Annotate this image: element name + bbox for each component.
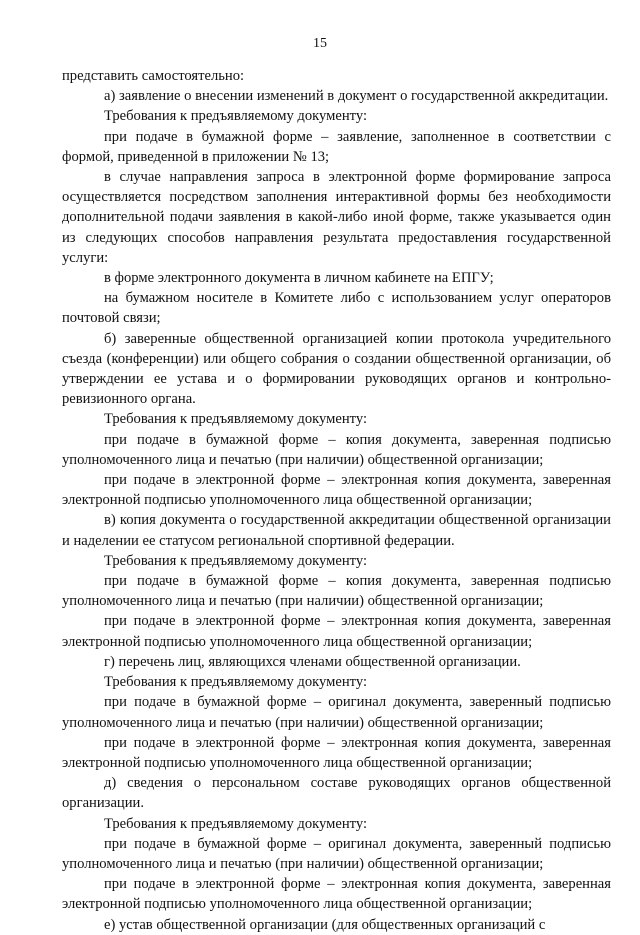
paragraph-paper-form: при подаче в бумажной форме – копия документа, заверенная подписью уполномоченного лица и печатью (при наличии) общественной организации; [62,573,611,610]
paragraph-electronic-form: при подаче в электронной форме – электронная копия документа, заверенная электронной подписью уполномоченного лица общественной организации; [62,613,611,650]
paragraph-electronic-form: при подаче в электронной форме – электронная копия документа, заверенная электронной подписью уполномоченного лица общественной организации; [62,472,611,509]
paragraph-requirements-heading: Требования к предъявляемому документу: [104,411,368,428]
paragraph-item-a: а) заявление о внесении изменений в документ о государственной аккредитации. [104,88,609,105]
paragraph-electronic-form: при подаче в электронной форме – электронная копия документа, заверенная электронной подписью уполномоченного лица общественной организации; [62,876,611,913]
paragraph-item-e: е) устав общественной организации (для общественных организаций с [104,916,546,933]
paragraph-paper-form: при подаче в бумажной форме – оригинал документа, заверенный подписью уполномоченного лица и печатью (при наличии) общественной организации; [62,694,611,731]
page-number: 15 [313,36,327,51]
paragraph-intro: представить самостоятельно: [62,68,245,84]
paragraph-epgu-option: в форме электронного документа в личном кабинете на ЕПГУ; [104,270,494,287]
paragraph-paper-form: при подаче в бумажной форме – заявление, заполненное в соответствии с формой, приведенной в приложении № 13; [62,128,611,165]
paragraph-item-d: д) сведения о персональном составе руководящих органов общественной организации. [62,775,611,812]
paragraph-electronic-request: в случае направления запроса в электронной форме формирование запроса осуществляется посредством заполнения интерактивной формы без необходимости дополнительной подачи заявления в какой-либо иной форме, также указывается один из следующих способов направления результата предоставления государственной услуги: [62,169,611,266]
paragraph-paper-form: при подаче в бумажной форме – оригинал документа, заверенный подписью уполномоченного лица и печатью (при наличии) общественной организации; [62,835,611,872]
paragraph-requirements-heading: Требования к предъявляемому документу: [104,674,368,691]
paragraph-requirements-heading: Требования к предъявляемому документу: [104,815,368,832]
paragraph-item-v: в) копия документа о государственной аккредитации общественной организации и наделении ее статусом региональной спортивной федерации. [62,512,611,549]
paragraph-requirements-heading: Требования к предъявляемому документу: [104,552,368,569]
document-body [62,66,611,935]
paragraph-paper-option: на бумажном носителе в Комитете либо с использованием услуг операторов почтовой связи; [62,290,611,327]
paragraph-item-g: г) перечень лиц, являющихся членами общественной организации. [104,653,521,670]
paragraph-requirements-heading: Требования к предъявляемому документу: [104,108,368,125]
paragraph-paper-form: при подаче в бумажной форме – копия документа, заверенная подписью уполномоченного лица и печатью (при наличии) общественной организации; [62,431,611,468]
paragraph-item-b: б) заверенные общественной организацией копии протокола учредительного съезда (конференции) или общего собрания о создании общественной организации, об утверждении ее устава и о формировании руководящих органов и контрольно-ревизионного органа. [62,330,611,408]
paragraph-electronic-form: при подаче в электронной форме – электронная копия документа, заверенная электронной подписью уполномоченного лица общественной организации; [62,734,611,771]
